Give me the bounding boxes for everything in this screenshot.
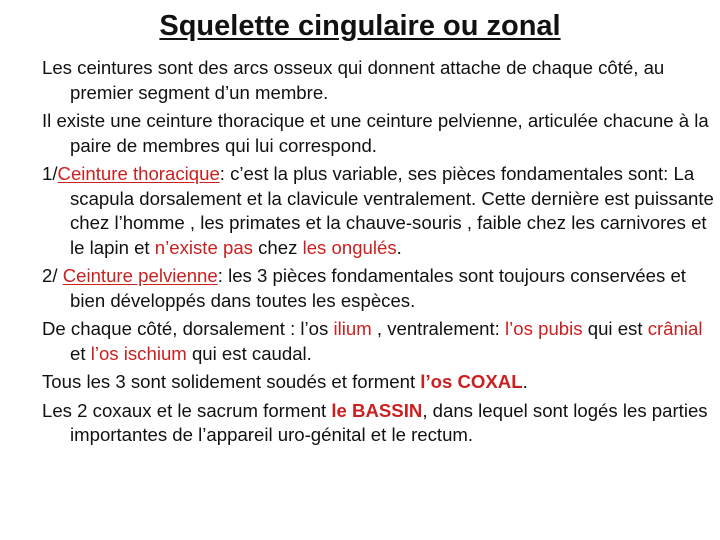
- highlighted-term: l’os COXAL: [420, 371, 523, 392]
- paragraph: [42, 162, 716, 260]
- text-segment: .: [522, 371, 528, 392]
- paragraph: [42, 317, 716, 366]
- text-segment: 1/: [42, 163, 58, 184]
- highlighted-term: le BASSIN: [331, 399, 423, 421]
- highlighted-term: l’os ischium: [90, 342, 187, 364]
- highlighted-term: l’os pubis: [505, 318, 583, 339]
- highlighted-term: crânial: [647, 318, 703, 339]
- text-segment: De chaque côté, dorsalement : l’os: [42, 318, 334, 339]
- text-segment: et: [70, 342, 91, 364]
- paragraph: [42, 56, 716, 105]
- highlighted-term: Ceinture pelvienne: [62, 265, 218, 286]
- text-segment: Tous les 3 sont solidement soudés et forment: [42, 371, 421, 392]
- text-segment: : c’est la plus variable, ses pièces fondamentales sont: La scapula dorsalement et la clavicule ventralement. Cette dernière est puissante chez l’homme , les primates et la chauve-souris , faible chez les carnivores et le lapin et: [70, 163, 714, 258]
- text-segment: qui est caudal.: [186, 342, 312, 364]
- highlighted-term: n’existe pas: [154, 236, 253, 258]
- text-segment: , dans lequel sont logés les parties importantes de l’appareil uro-génital et le rectum.: [70, 399, 708, 445]
- text-segment: chez: [252, 236, 303, 258]
- text-segment: .: [396, 236, 402, 258]
- paragraph: [42, 370, 716, 395]
- paragraph: [42, 264, 716, 313]
- text-segment: 2/: [42, 265, 63, 286]
- slide-title: Squelette cingulaire ou zonal: [159, 10, 561, 42]
- text-segment: : les 3 pièces fondamentales sont toujours conservées et bien développés dans toutes les espèces.: [70, 265, 686, 311]
- text-segment: , ventralement:: [371, 318, 506, 339]
- highlighted-term: les ongulés: [302, 236, 397, 258]
- text-segment: qui est: [582, 318, 648, 339]
- text-segment: Il existe une ceinture thoracique et une ceinture pelvienne, articulée chacune à la paire de membres qui lui correspond.: [42, 110, 709, 156]
- slide-body: [42, 56, 716, 452]
- text-segment: Les 2 coxaux et le sacrum forment: [42, 399, 332, 421]
- paragraph: [42, 399, 716, 448]
- paragraph: [42, 109, 716, 158]
- highlighted-term: ilium: [333, 318, 372, 339]
- text-segment: Les ceintures sont des arcs osseux qui donnent attache de chaque côté, au premier segment d’un membre.: [42, 57, 665, 103]
- highlighted-term: Ceinture thoracique: [57, 163, 220, 184]
